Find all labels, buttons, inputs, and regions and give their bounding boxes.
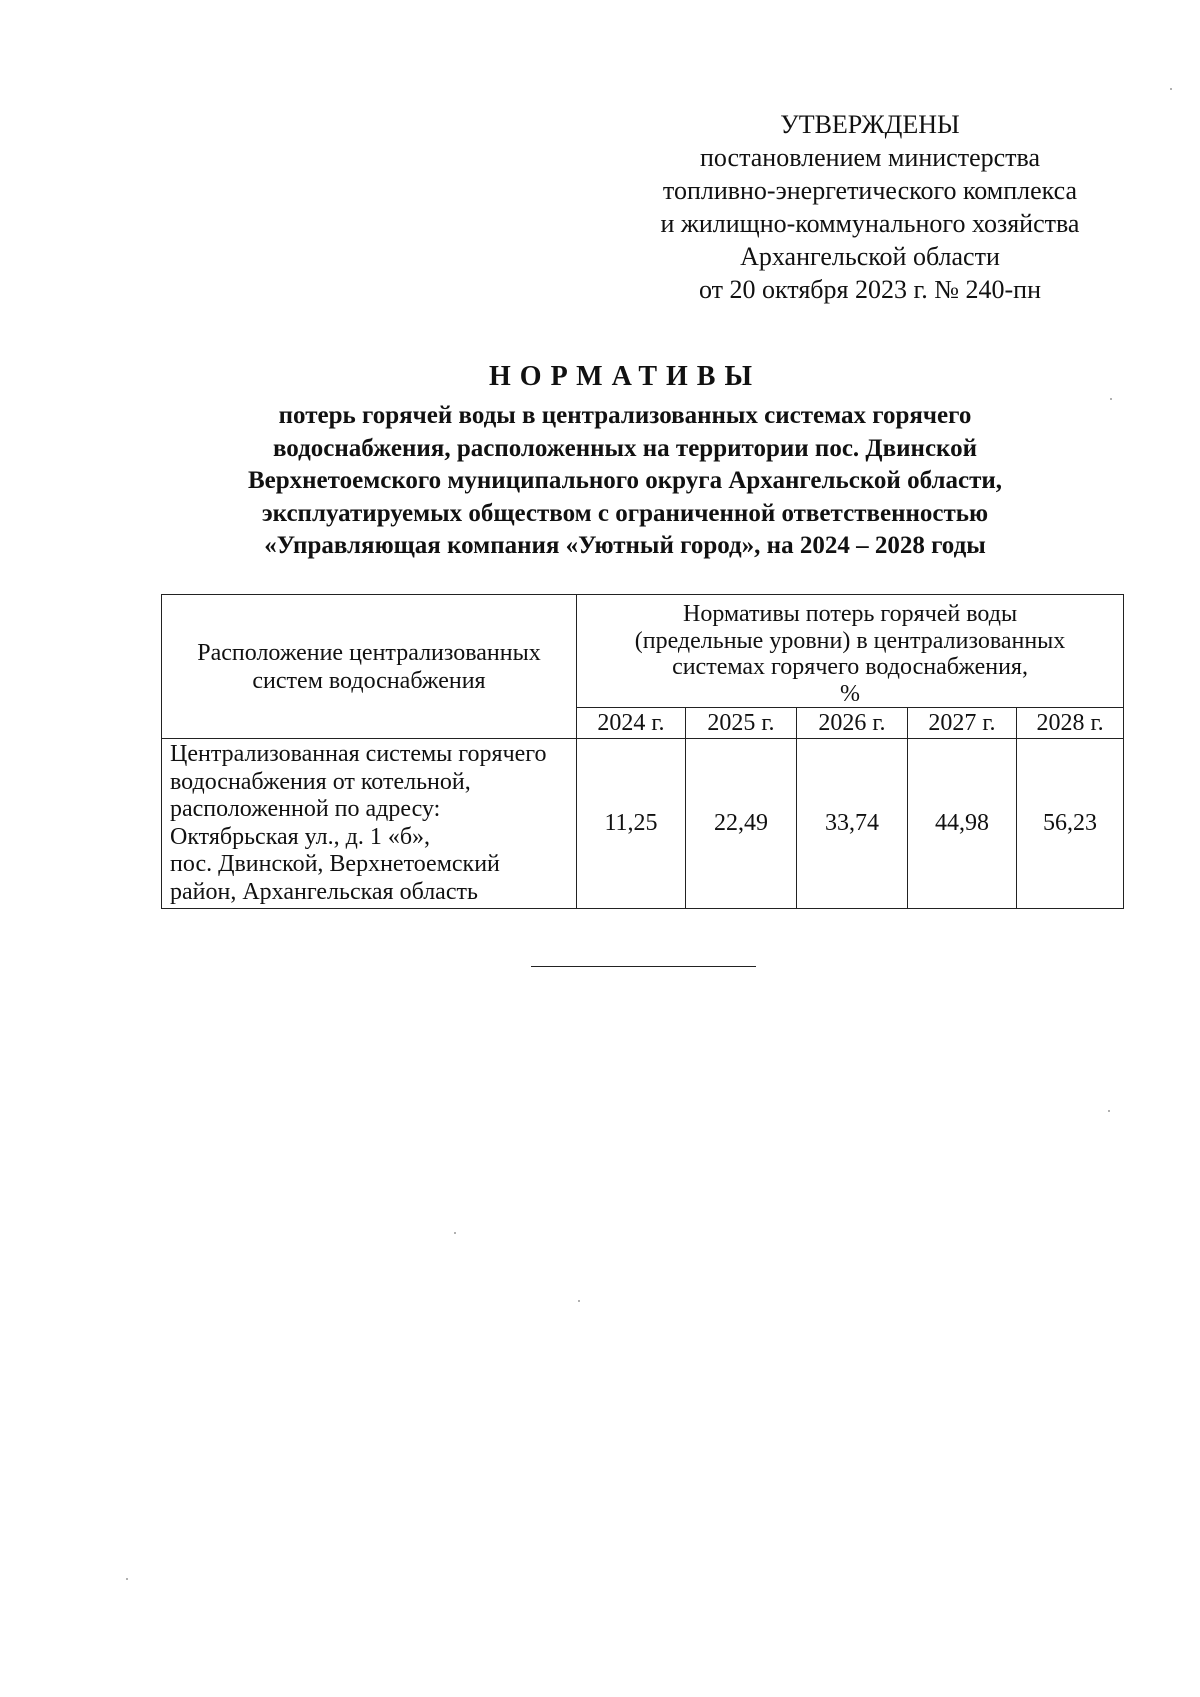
scan-speck	[454, 1232, 456, 1234]
table-header-row	[162, 595, 1124, 708]
document-subtitle-line: «Управляющая компания «Уютный город», на 2024 – 2028 годы	[264, 532, 986, 559]
header-text-line: системах горячего водоснабжения,	[672, 654, 1028, 680]
norms-column-header	[577, 595, 1124, 708]
end-of-document-rule	[531, 966, 756, 967]
location-text-line: Октябрьская ул., д. 1 «б»,	[170, 823, 431, 850]
value-cell: 44,98	[908, 739, 1017, 909]
scan-speck	[1170, 88, 1172, 90]
location-text-line: район, Архангельская область	[170, 878, 478, 905]
year-header: 2026 г.	[797, 708, 908, 739]
location-column-header	[162, 595, 577, 739]
approval-heading: УТВЕРЖДЕНЫ	[780, 110, 960, 139]
header-text-line: (предельные уровни) в централизованных	[634, 627, 1066, 654]
year-header: 2028 г.	[1017, 708, 1124, 739]
document-heading: НОРМАТИВЫ	[489, 361, 761, 392]
year-header: 2025 г.	[686, 708, 797, 739]
value-cell: 11,25	[577, 739, 686, 909]
document-subtitle-line: водоснабжения, расположенных на территории пос. Двинской	[272, 434, 978, 462]
document-title-block	[140, 360, 1110, 563]
document-subtitle-line: Верхнетоемского муниципального округа Архангельской области,	[247, 467, 1003, 494]
scan-speck	[126, 1578, 128, 1580]
approval-date-number: от 20 октября 2023 г. № 240-пн	[699, 275, 1041, 304]
norms-table	[161, 594, 1124, 909]
header-text-line: Нормативы потерь горячей воды	[682, 601, 1018, 627]
location-text-line: Централизованная системы горячего	[170, 741, 547, 767]
approval-stamp-block	[620, 108, 1120, 306]
document-subtitle-line: эксплуатируемых обществом с ограниченной ответственностью	[261, 499, 989, 527]
header-text-line: Расположение централизованных	[197, 639, 541, 666]
year-header: 2024 г.	[577, 708, 686, 739]
location-cell	[162, 739, 577, 909]
approval-line: топливно-энергетического комплекса	[662, 176, 1078, 205]
location-text-line: водоснабжения от котельной,	[170, 768, 471, 795]
approval-line: Архангельской области	[740, 242, 1000, 271]
scan-speck	[578, 1300, 580, 1302]
approval-line: и жилищно-коммунального хозяйства	[660, 209, 1080, 238]
header-text-line: систем водоснабжения	[252, 667, 486, 694]
scan-speck	[1108, 1110, 1110, 1112]
document-subtitle-line: потерь горячей воды в централизованных системах горячего	[278, 402, 972, 429]
table-row	[162, 739, 1124, 909]
location-text-line: пос. Двинской, Верхнетоемский	[170, 851, 500, 877]
location-text-line: расположенной по адресу:	[170, 796, 441, 822]
year-header: 2027 г.	[908, 708, 1017, 739]
value-cell: 33,74	[797, 739, 908, 909]
value-cell: 22,49	[686, 739, 797, 909]
header-unit: %	[840, 680, 861, 707]
value-cell: 56,23	[1017, 739, 1124, 909]
approval-line: постановлением министерства	[699, 143, 1041, 172]
scan-speck	[1110, 398, 1112, 400]
